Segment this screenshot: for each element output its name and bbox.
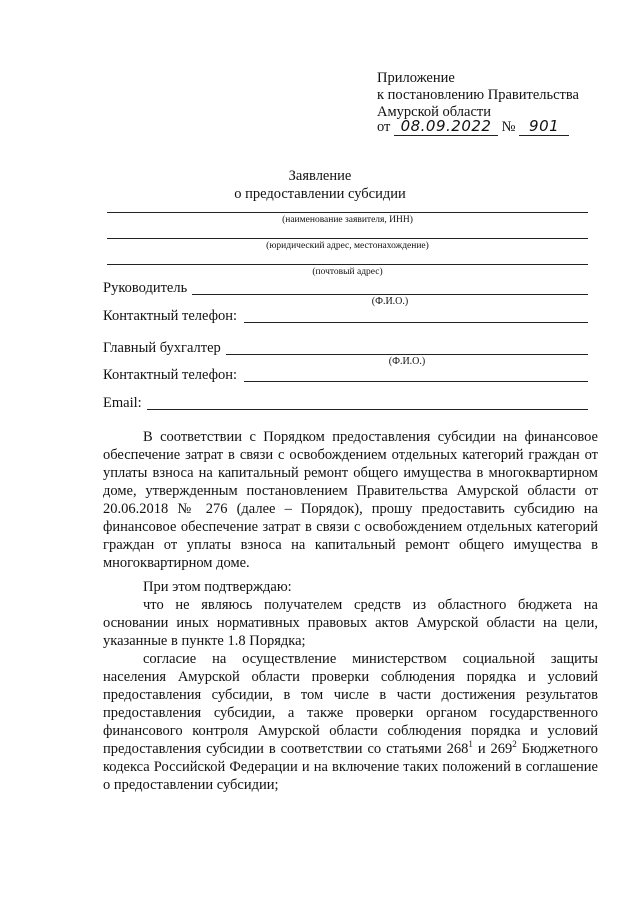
legal-address-line — [107, 238, 588, 239]
superscript-1: 1 — [468, 739, 473, 750]
paragraph-consent — [103, 650, 598, 794]
superscript-2: 2 — [512, 739, 517, 750]
email-label: Email: — [103, 395, 142, 411]
appendix-line-3: Амурской области — [377, 104, 491, 120]
caption-fio-head: (Ф.И.О.) — [371, 296, 409, 307]
paragraph-not-recipient: что не являюсь получателем средств из областного бюджета на основании иных нормативных правовых актов Амурской области на цели, указанные в пункте 1.8 Порядка; — [103, 597, 598, 649]
handwritten-number: 901 — [519, 118, 569, 136]
head-name-line — [192, 294, 588, 295]
caption-fio-accountant: (Ф.И.О.) — [388, 356, 426, 367]
from-label: от — [377, 119, 391, 135]
head-label: Руководитель — [103, 280, 188, 296]
doc-title: Заявление — [288, 168, 352, 184]
appendix-date-line — [377, 118, 569, 136]
accountant-label: Главный бухгалтер — [103, 340, 221, 356]
phone2-label: Контактный телефон: — [103, 367, 238, 383]
number-label: № — [501, 119, 516, 135]
phone1-label: Контактный телефон: — [103, 308, 238, 324]
caption-postal-address: (почтовый адрес) — [312, 267, 383, 277]
email-line — [147, 409, 588, 410]
consent-text-2: Бюджетного кодекса Российской Федерации и на включение таких положений в соглашение о предоставлении субсидии; — [103, 741, 598, 793]
accountant-name-line — [226, 354, 588, 355]
caption-legal-address: (юридический адрес, местонахождение) — [266, 241, 429, 251]
paragraph-confirm: При этом подтверждаю: — [143, 579, 292, 595]
caption-applicant-name: (наименование заявителя, ИНН) — [282, 215, 413, 225]
consent-text-1: согласие на осуществление министерством социальной защиты населения Амурской области проверки соблюдения порядка и условий предоставления субсидии, в том числе в части достижения результатов предоставления субсидии, а также проверки органом государственного финансового контроля Амурской области соблюдения порядка и условий предоставления субсидии в соответствии со статьями 268 — [103, 651, 598, 757]
appendix-line-1: Приложение — [377, 70, 455, 86]
phone1-line — [244, 322, 588, 323]
phone2-line — [244, 381, 588, 382]
handwritten-date: 08.09.2022 — [394, 118, 498, 136]
postal-address-line — [107, 264, 588, 265]
consent-and: и 269 — [472, 741, 513, 757]
appendix-line-2: к постановлению Правительства — [377, 87, 579, 103]
paragraph-request: В соответствии с Порядком предоставления субсидии на финансовое обеспечение затрат в связи с освобождением отдельных категорий граждан от уплаты взноса на капитальный ремонт общего имущества в многоквартирном доме, утвержденным постановлением Правительства Амурской области от 20.06.2018 № 276 (далее – Порядок), прошу предоставить субсидию на финансовое обеспечение затрат в связи с освобождением отдельных категорий граждан от уплаты взноса на капитальный ремонт общего имущества в многоквартирном доме. — [103, 429, 598, 571]
doc-subtitle: о предоставлении субсидии — [234, 186, 406, 202]
applicant-name-line — [107, 212, 588, 213]
